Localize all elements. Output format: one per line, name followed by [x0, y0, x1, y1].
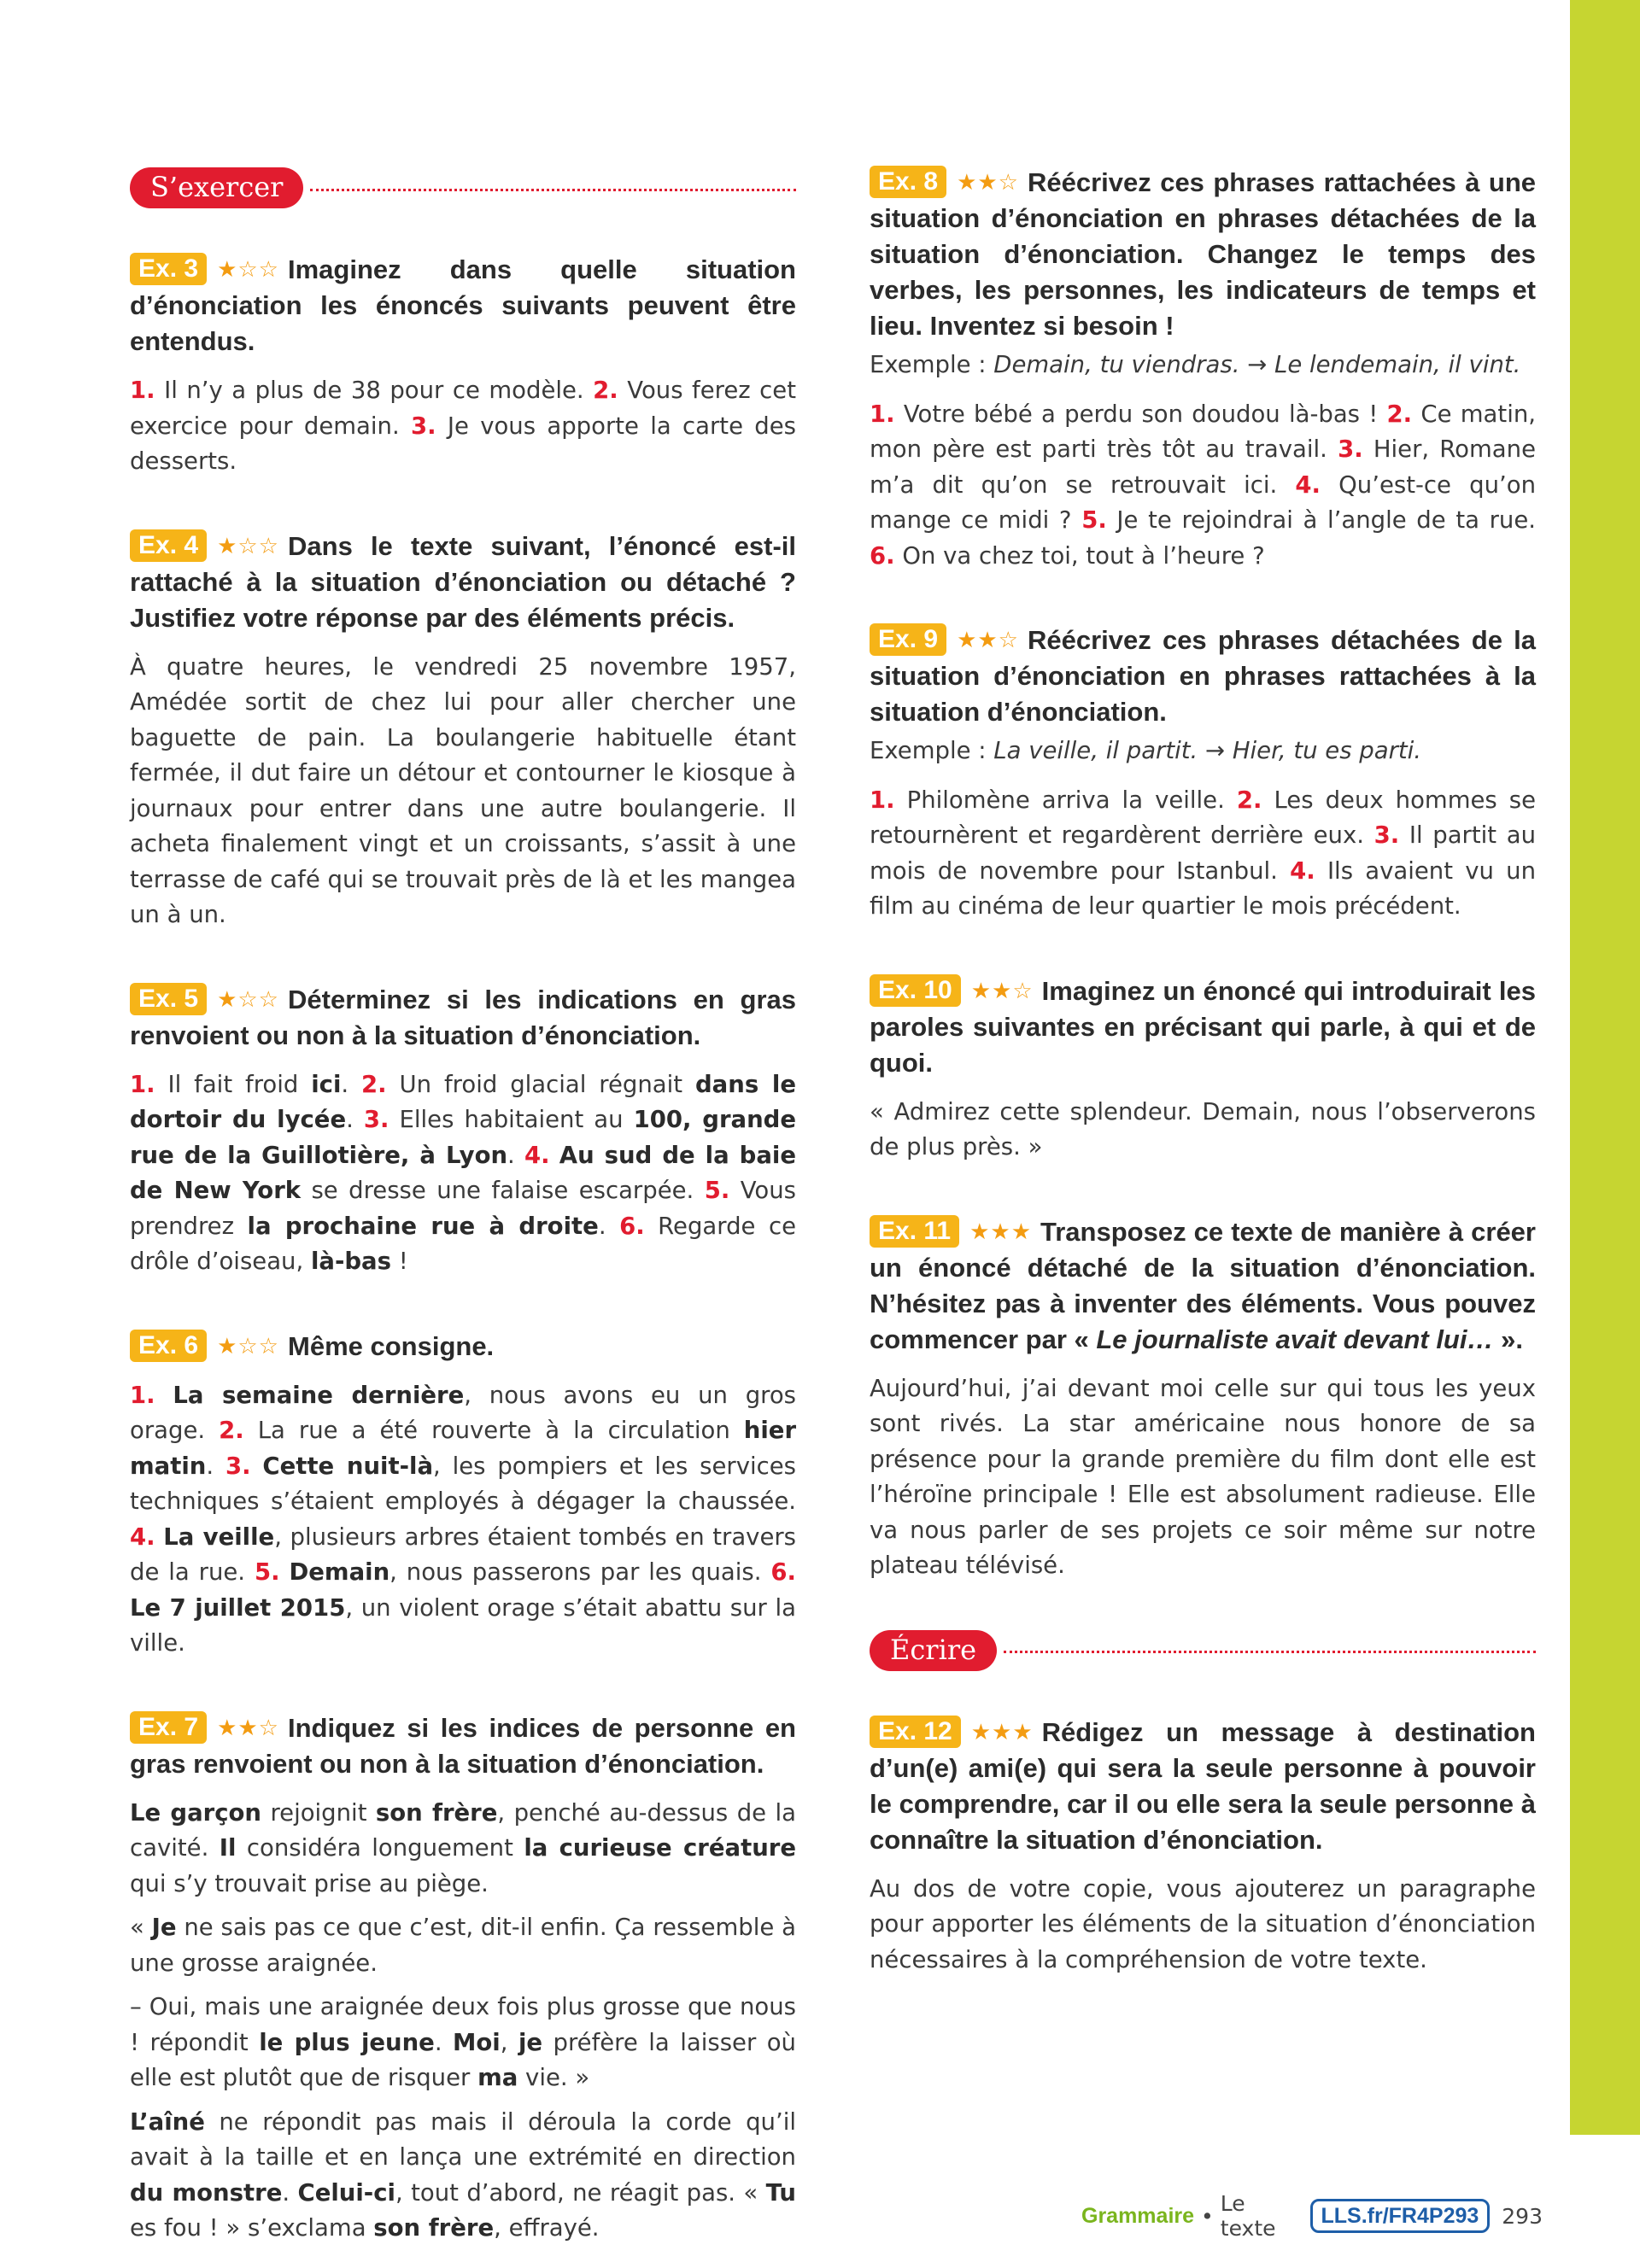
bold-indication: la prochaine rue à droite	[247, 1212, 599, 1240]
exercise-heading	[130, 1710, 796, 1782]
exercise-badge: Ex. 10	[870, 974, 961, 1007]
text-run: considéra longuement	[236, 1834, 524, 1862]
arrow-icon: →	[1239, 351, 1274, 378]
bold-indication: son frère	[375, 1798, 498, 1827]
item-number: 3.	[411, 412, 436, 440]
item-number: 2.	[219, 1417, 244, 1444]
bold-indication: son frère	[373, 2214, 495, 2242]
bold-indication: Au sud de la baie de New York	[130, 1141, 797, 1204]
exercise-instruction: Réécrivez ces phrases rattachées à une situation d’énonciation en phrases détachées de la situation d’énonciation. Changez le temps des verbes, les personnes, les indicateurs de temps et lieu. Inventez si besoin !	[870, 167, 1536, 341]
exercise-instruction: Dans le texte suivant, l’énoncé est-il rattaché à la situation d’énonciation ou détaché ? Justifiez votre réponse par des éléments précis.	[130, 530, 796, 633]
item-number: 2.	[593, 377, 618, 404]
section-header-exercer	[130, 164, 796, 212]
example-result: Le lendemain, il vint.	[1274, 351, 1521, 378]
text-run	[280, 1558, 290, 1586]
text-run: , penché au-dessus de la cavité.	[130, 1798, 796, 1862]
bold-indication: La veille	[163, 1523, 275, 1551]
exercise-paragraph	[130, 1990, 796, 2096]
bold-indication: Demain	[289, 1558, 390, 1586]
item-text: Il partit au mois de novembre pour Istanbul.	[870, 821, 1536, 885]
example-source: Demain, tu viendras.	[993, 351, 1240, 378]
text-run: .	[598, 1212, 620, 1240]
exercise-text: « Admirez cette splendeur. Demain, nous l’observerons de plus près. »	[870, 1097, 1536, 1160]
item-number: 4.	[130, 1523, 155, 1551]
bold-indication: ma	[477, 2064, 518, 2091]
item-text: Ce matin, mon père est parti très tôt au travail.	[870, 400, 1537, 463]
bold-indication: Moi	[453, 2028, 501, 2056]
bold-indication: ici	[311, 1070, 342, 1098]
text-run: .	[206, 1452, 226, 1480]
text-run: , nous passerons par les quais.	[390, 1558, 771, 1586]
exercise-instruction: Rédigez un message à destination d’un(e) ami(e) qui sera la seule personne à pouvoir le comprendre, car il ou elle sera la seule personne à connaître la situation d’énonciation.	[870, 1716, 1536, 1855]
difficulty-stars-icon: ★☆☆	[217, 985, 279, 1012]
exercise-paragraph	[130, 1910, 796, 1981]
exercise-5	[130, 981, 796, 1280]
exercise-instruction: Déterminez si les indications en gras renvoient ou non à la situation d’énonciation.	[130, 984, 796, 1050]
text-run	[155, 1523, 164, 1551]
exercise-instruction: Même consigne.	[288, 1330, 495, 1361]
exercise-items	[870, 397, 1536, 575]
item-number: 5.	[704, 1177, 730, 1204]
example-label: Exemple :	[870, 737, 994, 764]
text-run: ne répondit pas mais il déroula la corde qu’il avait à la taille et en lança une extrémité en direction	[130, 2107, 796, 2171]
item-number: 4.	[1290, 856, 1315, 885]
text-run: !	[390, 1248, 408, 1275]
text-run: ,	[500, 2028, 518, 2056]
exercise-instruction-quote: Le journaliste avait devant lui…	[1096, 1324, 1494, 1354]
exercise-items	[130, 1067, 796, 1280]
text-run: es fou ! » s’exclama	[130, 2214, 374, 2242]
exercise-instruction: Indiquez si les indices de personne en gras renvoient ou non à la situation d’énonciation.	[130, 1712, 796, 1779]
page-footer	[1081, 2191, 1543, 2241]
item-text: Votre bébé a perdu son doudou là-bas !	[894, 400, 1387, 428]
text-run: vie. »	[518, 2064, 590, 2091]
item-text: Je vous apporte la carte des desserts.	[130, 412, 796, 475]
dotted-rule	[310, 189, 796, 191]
exercise-example	[870, 348, 1536, 383]
text-run: Regarde ce drôle d’oiseau,	[130, 1212, 796, 1275]
exercise-instruction-end: ».	[1493, 1324, 1523, 1354]
exercise-12	[870, 1714, 1536, 1979]
exercise-heading	[130, 1328, 796, 1365]
arrow-icon: →	[1198, 737, 1233, 764]
exercise-instruction: Imaginez dans quelle situation d’énonciation les énoncés suivants peuvent être entendus.	[130, 254, 796, 356]
difficulty-stars-icon: ★☆☆	[217, 1332, 279, 1359]
text-run: , nous avons eu un gros orage.	[130, 1381, 796, 1444]
text-run: se dresse une falaise escarpée.	[301, 1177, 705, 1204]
exercise-6	[130, 1328, 796, 1662]
text-run	[550, 1142, 559, 1169]
difficulty-stars-icon: ★☆☆	[217, 256, 279, 282]
text-run: Elles habitaient au	[389, 1106, 634, 1133]
exercise-heading	[870, 1213, 1536, 1358]
text-run: , les pompiers et les services techniques s’étaient employés à dégager la chaussée.	[130, 1452, 796, 1515]
item-text: Il n’y a plus de 38 pour ce modèle.	[155, 377, 594, 404]
section-header-ecrire	[870, 1627, 1536, 1675]
exercise-items	[130, 373, 796, 480]
bold-indication: la curieuse créature	[524, 1834, 797, 1862]
right-column	[870, 164, 1536, 2025]
item-text: Je te rejoindrai à l’angle de ta rue.	[1106, 506, 1536, 534]
item-number: 4.	[1295, 471, 1321, 499]
exercise-example	[870, 734, 1536, 769]
page-number: 293	[1502, 2203, 1543, 2229]
exercise-3	[130, 251, 796, 480]
item-number: 2.	[1386, 400, 1413, 428]
text-run: Vous prendrez	[130, 1177, 796, 1240]
exercise-badge: Ex. 3	[130, 253, 207, 285]
text-run: Un froid glacial régnait	[386, 1070, 695, 1098]
exercise-heading	[130, 251, 796, 359]
bold-indication: Tu	[765, 2178, 796, 2207]
text-run: La rue a été rouverte à la circulation	[243, 1417, 744, 1444]
difficulty-stars-icon: ★★☆	[217, 1714, 279, 1740]
item-number: 5.	[254, 1558, 280, 1586]
footer-chapter: Le texte	[1220, 2191, 1276, 2241]
text-run: .	[282, 2178, 298, 2207]
exercise-badge: Ex. 7	[130, 1711, 207, 1744]
text-run: – Oui, mais une araignée deux fois plus grosse que nous ! répondit	[130, 1993, 796, 2056]
text-run: .	[346, 1106, 364, 1133]
item-number: 6.	[770, 1558, 796, 1586]
bold-indication: je	[518, 2028, 543, 2056]
bold-indication: Le 7 juillet 2015	[130, 1593, 346, 1622]
difficulty-stars-icon: ★★★	[970, 1718, 1034, 1745]
text-run: , un violent orage s’était abattu sur la ville.	[130, 1593, 796, 1657]
exercise-paragraph	[130, 2105, 796, 2247]
exercise-badge: Ex. 9	[870, 623, 946, 656]
exercise-badge: Ex. 12	[870, 1716, 961, 1748]
exercise-badge: Ex. 11	[870, 1215, 959, 1248]
exercise-instruction: Transposez ce texte de manière à créer un énoncé détaché de la situation d’énonciation. N’hésitez pas à inventer des éléments. Vous pouvez commencer par «	[870, 1216, 1536, 1354]
example-label: Exemple :	[870, 351, 994, 378]
footer-link[interactable]: LLS.fr/FR4P293	[1310, 2199, 1491, 2233]
difficulty-stars-icon: ★★☆	[970, 977, 1034, 1003]
item-text: Qu’est-ce qu’on mange ce midi ?	[870, 471, 1537, 534]
bold-indication: dans le dortoir du lycée	[130, 1070, 797, 1133]
text-run: «	[130, 1914, 152, 1941]
side-color-strip	[1570, 0, 1640, 2135]
item-text: On va chez toi, tout à l’heure ?	[894, 541, 1265, 570]
item-number: 5.	[1081, 506, 1107, 534]
exercise-10	[870, 973, 1536, 1166]
item-text: Ils avaient vu un film au cinéma de leur quartier le mois précédent.	[870, 856, 1536, 920]
exercise-instruction: Réécrivez ces phrases détachées de la situation d’énonciation en phrases rattachées à la situation d’énonciation.	[870, 625, 1536, 727]
text-run: , plusieurs arbres étaient tombés en travers de la rue.	[130, 1523, 797, 1586]
text-run: , tout d’abord, ne réagit pas. «	[395, 2178, 766, 2207]
example-source: La veille, il partit.	[993, 737, 1198, 764]
text-run: préfère la laisser où elle est plutôt que de risquer	[130, 2028, 796, 2091]
left-column	[130, 164, 796, 2268]
exercise-heading	[870, 1714, 1536, 1858]
exercise-text: Au dos de votre copie, vous ajouterez un paragraphe pour apporter les éléments de la situation d’énonciation nécessaires à la compréhension de votre texte.	[870, 1874, 1536, 1973]
text-run: qui s’y trouvait prise au piège.	[130, 1869, 489, 1897]
exercise-text: À quatre heures, le vendredi 25 novembre 1957, Amédée sortit de chez lui pour aller chercher une baguette de pain. La boulangerie habituelle étant fermée, il dut faire un détour et contourner le kiosque à journaux pour entrer dans une autre boulangerie. Il acheta finalement vingt et un croissants, s’assit à une terrasse de café qui se trouvait près de là et les mangea un à un.	[130, 652, 796, 928]
exercise-badge: Ex. 5	[130, 983, 207, 1015]
exercise-badge: Ex. 6	[130, 1330, 207, 1362]
item-number: 1.	[130, 1070, 155, 1098]
text-run	[155, 1382, 173, 1409]
section-title-exercer: S’exercer	[130, 167, 303, 208]
footer-section: Grammaire	[1081, 2203, 1195, 2228]
exercise-11	[870, 1213, 1536, 1584]
bold-indication: là-bas	[310, 1248, 391, 1275]
item-text: Les deux hommes se retournèrent et regardèrent derrière eux.	[870, 786, 1536, 849]
text-run	[251, 1453, 263, 1480]
difficulty-stars-icon: ★☆☆	[217, 532, 279, 558]
item-number: 6.	[619, 1212, 645, 1240]
dotted-rule	[1004, 1651, 1536, 1653]
exercise-items	[130, 1378, 796, 1662]
exercise-7	[130, 1710, 796, 2247]
exercise-items	[870, 783, 1536, 925]
exercise-paragraph	[130, 1796, 796, 1903]
bold-indication: hier matin	[130, 1417, 797, 1480]
bold-indication: Celui-ci	[297, 2178, 395, 2207]
difficulty-stars-icon: ★★☆	[957, 627, 1019, 652]
item-number: 4.	[524, 1141, 550, 1169]
item-number: 2.	[361, 1070, 387, 1098]
exercise-heading	[870, 973, 1536, 1081]
exercise-text: Aujourd’hui, j’ai devant moi celle sur qui tous les yeux sont rivés. La star américaine nous honore de sa présence pour la grande première du film dont elle est l’héroïne principale ! Elle est absolument radieuse. Elle va nous parler de ses projets ce soir même sur notre plateau télévisé.	[870, 1374, 1536, 1579]
item-number: 6.	[870, 541, 895, 570]
item-number: 3.	[363, 1106, 390, 1133]
item-number: 1.	[870, 786, 895, 814]
text-run: .	[434, 2028, 454, 2056]
exercise-heading	[130, 981, 796, 1054]
exercise-4	[130, 528, 796, 933]
text-run: .	[341, 1070, 362, 1098]
item-number: 1.	[130, 1381, 155, 1409]
exercise-heading	[130, 528, 796, 636]
item-text: Philomène arriva la veille.	[894, 786, 1237, 814]
item-number: 3.	[225, 1452, 251, 1480]
exercise-badge: Ex. 4	[130, 529, 207, 562]
text-run: , effrayé.	[494, 2214, 600, 2242]
bold-indication: Je	[151, 1914, 177, 1941]
item-number: 3.	[1338, 435, 1363, 463]
exercise-9	[870, 622, 1536, 925]
bold-indication: 100, grande rue de la Guillotière, à Lyon	[130, 1106, 796, 1169]
item-number: 1.	[870, 400, 895, 428]
bold-indication: La semaine dernière	[173, 1381, 465, 1409]
item-number: 1.	[130, 377, 155, 404]
bold-indication: Le garçon	[130, 1798, 262, 1827]
bold-indication: du monstre	[130, 2178, 283, 2207]
item-number: 2.	[1236, 786, 1262, 814]
exercise-instruction: Imaginez un énoncé qui introduirait les paroles suivantes en précisant qui parle, à qui et de quoi.	[870, 975, 1536, 1078]
bold-indication: le plus jeune	[259, 2028, 435, 2056]
section-title-ecrire: Écrire	[870, 1630, 997, 1671]
bold-indication: L’aîné	[130, 2107, 205, 2136]
text-run: Il fait froid	[155, 1070, 312, 1098]
text-run: rejoignit	[261, 1798, 376, 1827]
exercise-badge: Ex. 8	[870, 166, 946, 198]
exercise-8	[870, 164, 1536, 574]
exercise-heading	[870, 622, 1536, 730]
item-text: Vous ferez cet exercice pour demain.	[130, 377, 796, 440]
difficulty-stars-icon: ★★★	[969, 1218, 1033, 1244]
item-text: Hier, Romane m’a dit qu’on se retrouvait ici.	[870, 435, 1536, 499]
bold-indication: Cette nuit-là	[262, 1452, 433, 1480]
example-result: Hier, tu es parti.	[1232, 737, 1422, 764]
footer-separator: •	[1201, 2203, 1214, 2229]
text-run: .	[507, 1141, 524, 1169]
bold-indication: Il	[219, 1834, 237, 1862]
difficulty-stars-icon: ★★☆	[957, 169, 1019, 195]
exercise-heading	[870, 164, 1536, 344]
text-run: ne sais pas ce que c’est, dit-il enfin. Ça ressemble à une grosse araignée.	[130, 1914, 796, 1977]
item-number: 3.	[1374, 821, 1400, 849]
